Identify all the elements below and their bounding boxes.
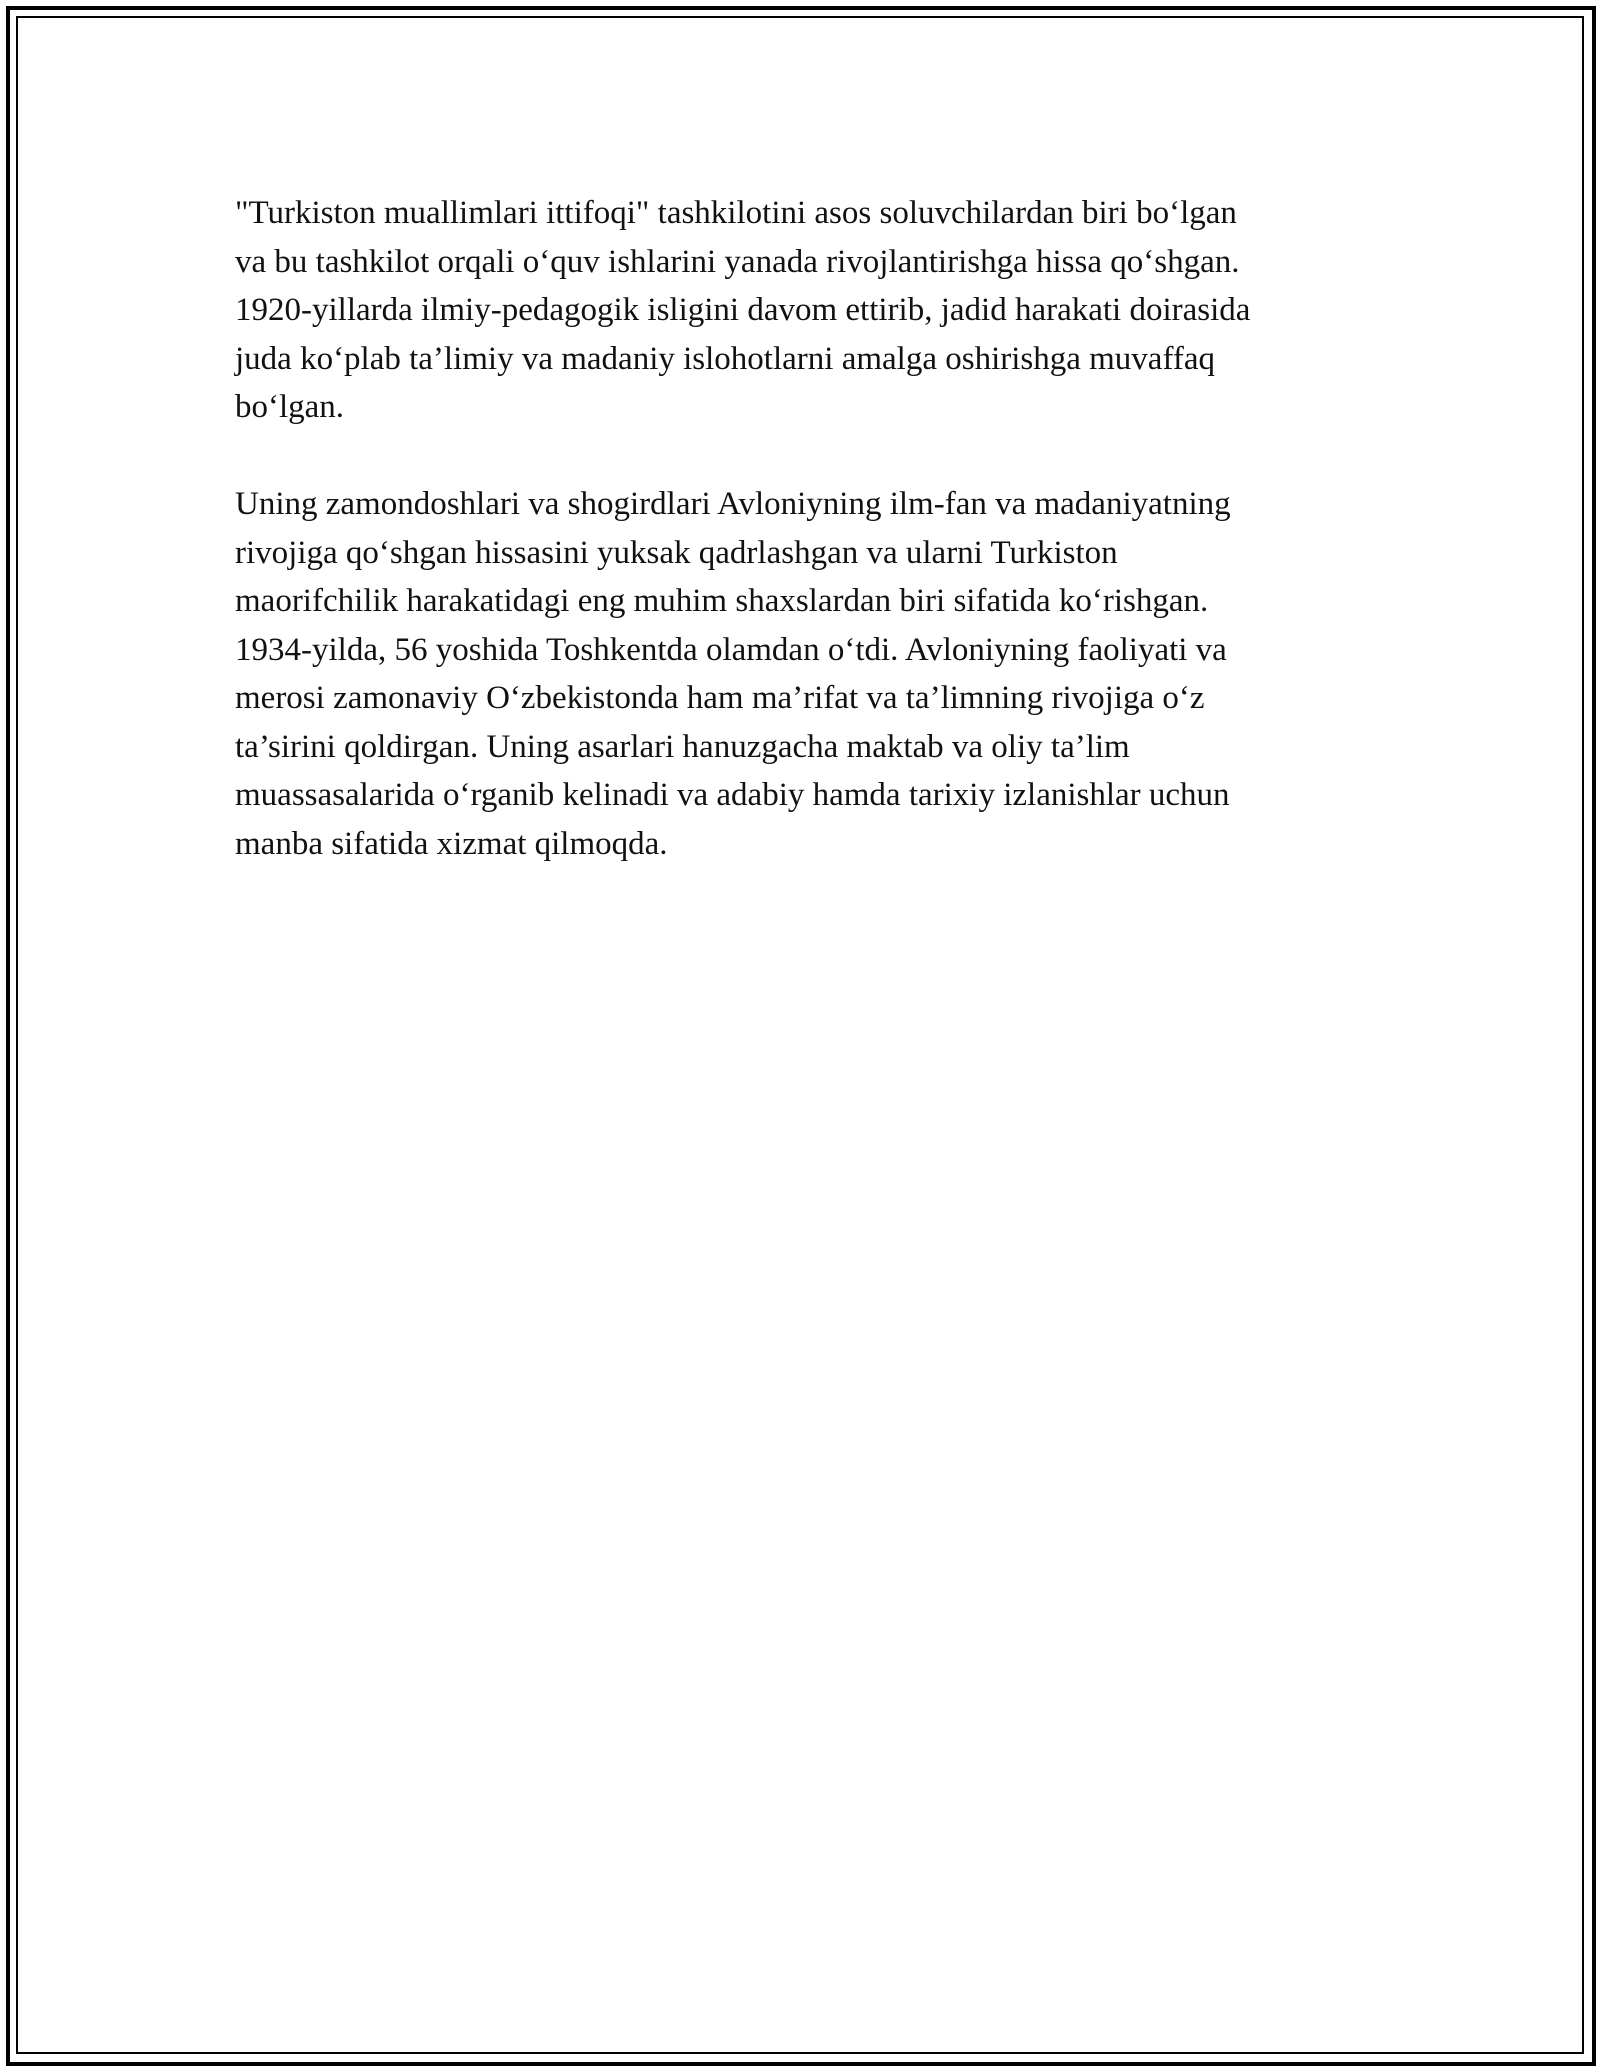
paragraph-2 <box>235 480 1375 868</box>
text-line: Uning zamondoshlari va shogirdlari Avloniyning ilm-fan va madaniyatning <box>235 486 1231 522</box>
text-line: 1920-yillarda ilmiy-pedagogik isligini davom ettirib, jadid harakati doirasida <box>235 292 1251 328</box>
text-line: "Turkiston muallimlari ittifoqi" tashkilotini asos soluvchilardan biri bo‘lgan <box>235 195 1237 231</box>
text-line: rivojiga qo‘shgan hissasini yuksak qadrlashgan va ularni Turkiston <box>235 534 1118 571</box>
text-line: muassasalarida o‘rganib kelinadi va adabiy hamda tarixiy izlanishlar uchun <box>235 777 1230 813</box>
text-line: merosi zamonaviy O‘zbekistonda ham ma’rifat va ta’limning rivojiga o‘z <box>235 680 1205 716</box>
paragraph-1 <box>235 189 1375 432</box>
text-line: maorifchilik harakatidagi eng muhim shaxslardan biri sifatida ko‘rishgan. <box>235 583 1209 619</box>
text-line: va bu tashkilot orqali o‘quv ishlarini yanada rivojlantirishga hissa qo‘shgan. <box>235 243 1240 280</box>
text-line: manba sifatida xizmat qilmoqda. <box>235 825 668 862</box>
text-line: 1934-yilda, 56 yoshida Toshkentda olamdan o‘tdi. Avloniyning faoliyati va <box>235 631 1227 668</box>
document-body <box>235 189 1375 868</box>
text-line: juda ko‘plab ta’limiy va madaniy islohotlarni amalga oshirishga muvaffaq <box>235 340 1215 377</box>
text-line: ta’sirini qoldirgan. Uning asarlari hanuzgacha maktab va oliy ta’lim <box>235 728 1130 765</box>
text-line: bo‘lgan. <box>235 389 345 425</box>
